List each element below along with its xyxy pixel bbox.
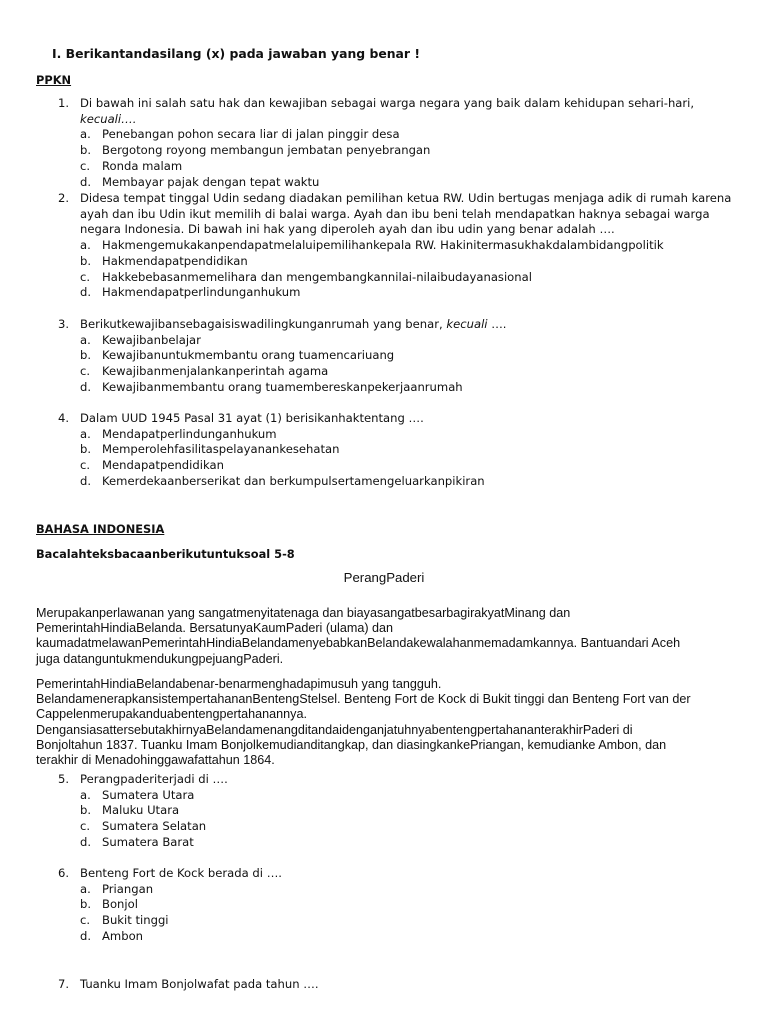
paragraph-line: BelandamenerapkansistempertahananBentengStelsel. Benteng Fort de Kock di Bukit tinggi dan Benteng Fort van der <box>36 692 691 707</box>
option-text: Priangan <box>102 881 154 896</box>
option-letter: b. <box>80 253 92 268</box>
option-a[interactable] <box>58 882 748 898</box>
option-d[interactable] <box>58 835 748 851</box>
option-d[interactable] <box>58 929 748 945</box>
question-text-tail: …. <box>487 317 507 331</box>
option-text: Bonjol <box>102 897 138 912</box>
option-list <box>58 788 748 851</box>
question-text: Dalam UUD 1945 Pasal 31 ayat (1) berisikanhaktentang …. <box>80 411 424 425</box>
instruction-heading: I. Berikantandasilang (x) pada jawaban yang benar ! <box>52 46 420 61</box>
question-1 <box>58 96 748 190</box>
reading-title: PerangPaderi <box>343 570 425 585</box>
option-letter: c. <box>80 913 91 928</box>
option-d[interactable] <box>58 285 748 301</box>
option-text: Mendapatperlindunganhukum <box>102 426 277 441</box>
option-letter: c. <box>80 364 91 379</box>
option-letter: c. <box>80 819 91 834</box>
paragraph-line: PemerintahHindiaBelanda. BersatunyaKaumPaderi (ulama) dan <box>36 621 394 636</box>
option-text: Kewajibanbelajar <box>102 332 201 347</box>
paragraph-line: kaumadatmelawanPemerintahHindiaBelandamenyebabkanBelandakewalahanmemadamkannya. Bantuandari Aceh <box>36 636 681 651</box>
option-text: Sumatera Utara <box>102 787 195 802</box>
option-letter: a. <box>80 127 91 142</box>
question-text: Berikutkewajibansebagaisiswadilingkunganrumah yang benar, <box>80 317 447 331</box>
question-text-italic: kecuali…. <box>80 111 137 126</box>
reading-instruction: Bacalahteksbacaanberikutuntuksoal 5-8 <box>36 547 295 561</box>
option-text: Maluku Utara <box>102 803 180 818</box>
option-letter: d. <box>80 834 92 849</box>
option-text: Kemerdekaanberserikat dan berkumpulsertamengeluarkanpikiran <box>102 473 485 488</box>
question-number: 6. <box>58 866 70 880</box>
option-text: Hakmendapatpendidikan <box>102 253 248 268</box>
option-letter: d. <box>80 473 92 488</box>
option-c[interactable] <box>58 364 748 380</box>
option-d[interactable] <box>58 380 748 396</box>
option-text: Ambon <box>102 928 144 943</box>
option-c[interactable] <box>58 159 748 175</box>
question-text: Benteng Fort de Kock berada di …. <box>80 866 282 880</box>
question-6 <box>58 866 748 945</box>
option-b[interactable] <box>58 348 748 364</box>
question-7 <box>58 977 748 993</box>
option-a[interactable] <box>58 427 748 443</box>
option-letter: d. <box>80 928 92 943</box>
paragraph-line: Cappelenmerupakanduabentengpertahanannya. <box>36 707 307 722</box>
option-c[interactable] <box>58 270 748 286</box>
question-number: 2. <box>58 191 70 205</box>
question-number: 1. <box>58 96 70 110</box>
option-list <box>58 127 748 190</box>
option-c[interactable] <box>58 458 748 474</box>
option-text: Memperolehfasilitaspelayanankesehatan <box>102 442 340 457</box>
option-letter: a. <box>80 332 91 347</box>
question-number: 4. <box>58 411 70 425</box>
option-b[interactable] <box>58 254 748 270</box>
option-text: Sumatera Barat <box>102 834 194 849</box>
question-3 <box>58 317 748 396</box>
question-text-italic: kecuali <box>446 317 488 331</box>
option-d[interactable] <box>58 175 748 191</box>
option-text: Penebangan pohon secara liar di jalan pinggir desa <box>102 127 400 142</box>
option-text: Ronda malam <box>102 158 183 173</box>
option-letter: b. <box>80 442 92 457</box>
option-letter: a. <box>80 787 91 802</box>
option-text: Bergotong royong membangun jembatan penyebrangan <box>102 143 431 158</box>
question-text: Didesa tempat tinggal Udin sedang diadakan pemilihan ketua RW. Udin bertugas menjaga adik di rumah karena ayah dan ibu Udin ikut memilih di balai warga. Ayah dan ibu beni telah mendapatkan haknya sebagai warga negara Indonesia. Di bawah ini hak yang diperoleh ayah dan ibu udin yang benar adalah …. <box>80 191 732 237</box>
option-list <box>58 238 748 301</box>
option-text: Hakkebebasanmemelihara dan mengembangkannilai-nilaibudayanasional <box>102 269 532 284</box>
section-title-ppkn: PPKN <box>36 73 72 87</box>
paragraph-line: Bonjoltahun 1837. Tuanku Imam Bonjolkemudianditangkap, dan diasingkankePriangan, kemudianke Ambon, dan <box>36 737 667 752</box>
reading-paragraph-1 <box>36 606 736 667</box>
question-number: 3. <box>58 317 70 331</box>
question-text: Di bawah ini salah satu hak dan kewajiban sebagai warga negara yang baik dalam kehidupan sehari-hari, <box>80 96 695 110</box>
option-letter: c. <box>80 269 91 284</box>
option-b[interactable] <box>58 803 748 819</box>
option-letter: c. <box>80 458 91 473</box>
option-text: Hakmengemukakanpendapatmelaluipemilihankepala RW. Hakinitermasukhakdalambidangpolitik <box>102 238 664 253</box>
option-text: Kewajibanuntukmembantu orang tuamencariuang <box>102 348 395 363</box>
paragraph-line: terakhir di Menadohinggawafattahun 1864. <box>36 753 275 768</box>
option-letter: b. <box>80 348 92 363</box>
question-5 <box>58 772 748 851</box>
reading-paragraph-2 <box>36 677 736 768</box>
option-list <box>58 333 748 396</box>
option-b[interactable] <box>58 143 748 159</box>
option-letter: d. <box>80 174 92 189</box>
option-text: Kewajibanmembantu orang tuamembereskanpekerjaanrumah <box>102 379 463 394</box>
option-letter: d. <box>80 285 92 300</box>
option-a[interactable] <box>58 238 748 254</box>
option-list <box>58 882 748 945</box>
option-letter: a. <box>80 881 91 896</box>
option-letter: c. <box>80 158 91 173</box>
option-c[interactable] <box>58 819 748 835</box>
option-text: Mendapatpendidikan <box>102 458 224 473</box>
option-a[interactable] <box>58 788 748 804</box>
option-letter: b. <box>80 143 92 158</box>
option-letter: b. <box>80 897 92 912</box>
option-d[interactable] <box>58 474 748 490</box>
option-letter: b. <box>80 803 92 818</box>
question-text: Tuanku Imam Bonjolwafat pada tahun …. <box>80 977 319 991</box>
option-text: Bukit tinggi <box>102 913 169 928</box>
option-text: Membayar pajak dengan tepat waktu <box>102 174 320 189</box>
paragraph-line: juga datanguntukmendukungpejuangPaderi. <box>36 651 284 666</box>
question-number: 7. <box>58 977 70 991</box>
option-list <box>58 427 748 490</box>
question-4 <box>58 411 748 490</box>
question-2 <box>58 191 748 301</box>
option-a[interactable] <box>58 127 748 143</box>
question-number: 5. <box>58 772 70 786</box>
option-text: Kewajibanmenjalankanperintah agama <box>102 364 329 379</box>
option-c[interactable] <box>58 913 748 929</box>
option-text: Hakmendapatperlindunganhukum <box>102 285 301 300</box>
section-title-bahasa-indonesia: BAHASA INDONESIA <box>36 522 165 536</box>
option-letter: a. <box>80 426 91 441</box>
paragraph-line: PemerintahHindiaBelandabenar-benarmenghadapimusuh yang tangguh. <box>36 677 442 691</box>
option-text: Sumatera Selatan <box>102 819 207 834</box>
option-a[interactable] <box>58 333 748 349</box>
option-b[interactable] <box>58 442 748 458</box>
paragraph-line: Merupakanperlawanan yang sangatmenyitatenaga dan biayasangatbesarbagirakyatMinang dan <box>36 606 571 620</box>
option-letter: a. <box>80 238 91 253</box>
option-b[interactable] <box>58 897 748 913</box>
question-text: Perangpaderiterjadi di …. <box>80 772 228 786</box>
option-letter: d. <box>80 379 92 394</box>
paragraph-line: DengansiasattersebutakhirnyaBelandamenangditandaidenganjatuhnyabentengpertahananterakhirPaderi di <box>36 722 633 737</box>
